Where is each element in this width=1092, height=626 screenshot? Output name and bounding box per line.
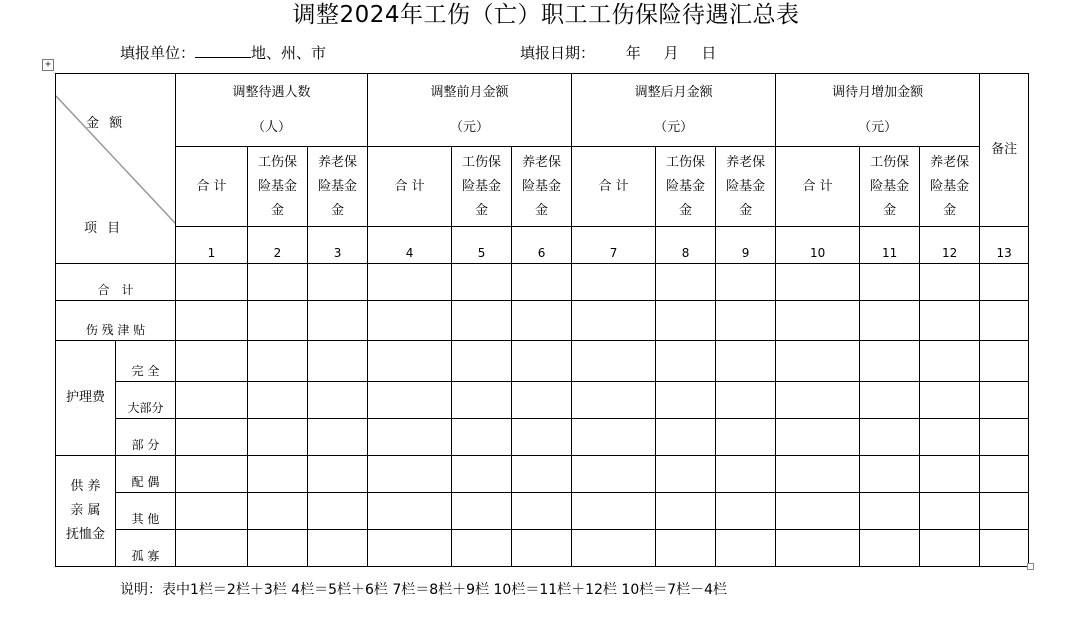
data-cell[interactable] bbox=[920, 341, 980, 382]
group-header-after-amount: 调整后月金额 （元） bbox=[572, 74, 776, 147]
data-cell[interactable] bbox=[572, 301, 656, 341]
corner-cell bbox=[56, 74, 176, 264]
data-cell[interactable] bbox=[860, 530, 920, 567]
data-cell[interactable] bbox=[980, 530, 1029, 567]
data-cell[interactable] bbox=[716, 264, 776, 301]
data-cell[interactable] bbox=[920, 382, 980, 419]
summary-table bbox=[55, 73, 1029, 567]
data-cell[interactable] bbox=[920, 530, 980, 567]
data-cell[interactable] bbox=[452, 530, 512, 567]
data-cell[interactable] bbox=[716, 456, 776, 493]
data-cell[interactable] bbox=[248, 419, 308, 456]
table-row-nursing-part bbox=[56, 419, 1029, 456]
data-cell[interactable] bbox=[248, 456, 308, 493]
reporting-unit-line bbox=[120, 42, 326, 64]
data-cell[interactable] bbox=[368, 264, 452, 301]
data-cell[interactable] bbox=[920, 301, 980, 341]
data-cell[interactable] bbox=[452, 493, 512, 530]
table-move-handle-icon[interactable]: + bbox=[42, 59, 54, 71]
data-cell[interactable] bbox=[452, 419, 512, 456]
row-label-nursing-full: 完 全 bbox=[116, 341, 176, 382]
data-cell[interactable] bbox=[176, 493, 248, 530]
subheader-injury-fund: 工伤保 险基金 金 bbox=[248, 147, 308, 227]
data-cell[interactable] bbox=[920, 456, 980, 493]
table-row-dependent-spouse bbox=[56, 456, 1029, 493]
table-row-nursing-full bbox=[56, 341, 1029, 382]
data-cell[interactable] bbox=[512, 382, 572, 419]
data-cell[interactable] bbox=[716, 419, 776, 456]
data-cell[interactable] bbox=[572, 419, 656, 456]
data-cell[interactable] bbox=[656, 264, 716, 301]
data-cell[interactable] bbox=[452, 301, 512, 341]
reporting-unit-label: 填报单位： bbox=[120, 44, 196, 62]
data-cell[interactable] bbox=[248, 301, 308, 341]
data-cell[interactable] bbox=[776, 264, 860, 301]
data-cell[interactable] bbox=[656, 456, 716, 493]
data-cell[interactable] bbox=[920, 264, 980, 301]
data-cell[interactable] bbox=[512, 264, 572, 301]
data-cell[interactable] bbox=[860, 301, 920, 341]
data-cell[interactable] bbox=[368, 530, 452, 567]
data-cell[interactable] bbox=[656, 382, 716, 419]
data-cell[interactable] bbox=[860, 341, 920, 382]
data-cell[interactable] bbox=[656, 530, 716, 567]
row-label-disability: 伤 残 津 贴 bbox=[56, 301, 176, 341]
data-cell[interactable] bbox=[572, 382, 656, 419]
reporting-date-label: 填报日期： bbox=[520, 44, 596, 62]
data-cell[interactable] bbox=[980, 493, 1029, 530]
table-row-total bbox=[56, 264, 1029, 301]
data-cell[interactable] bbox=[656, 341, 716, 382]
data-cell[interactable] bbox=[656, 301, 716, 341]
data-cell[interactable] bbox=[860, 456, 920, 493]
data-cell[interactable] bbox=[656, 419, 716, 456]
page-title: 调整2024年工伤（亡）职工工伤保险待遇汇总表 bbox=[292, 2, 800, 28]
data-cell[interactable] bbox=[716, 341, 776, 382]
data-cell[interactable] bbox=[572, 530, 656, 567]
data-cell[interactable] bbox=[248, 530, 308, 567]
table-row-dependent-other bbox=[56, 493, 1029, 530]
year-label: 年 bbox=[625, 44, 641, 62]
subheader-injury-fund: 工伤保 险基金 金 bbox=[860, 147, 920, 227]
col-number: 7 bbox=[572, 227, 656, 264]
data-cell[interactable] bbox=[308, 419, 368, 456]
data-cell[interactable] bbox=[920, 493, 980, 530]
data-cell[interactable] bbox=[776, 456, 860, 493]
data-cell[interactable] bbox=[248, 493, 308, 530]
data-cell[interactable] bbox=[368, 341, 452, 382]
month-label: 月 bbox=[663, 44, 679, 62]
data-cell[interactable] bbox=[308, 301, 368, 341]
data-cell[interactable] bbox=[776, 301, 860, 341]
table-row-disability bbox=[56, 301, 1029, 341]
col-number: 9 bbox=[716, 227, 776, 264]
data-cell[interactable] bbox=[176, 341, 248, 382]
data-cell[interactable] bbox=[512, 493, 572, 530]
subheader-pension-fund: 养老保 险基金 金 bbox=[716, 147, 776, 227]
data-cell[interactable] bbox=[308, 341, 368, 382]
data-cell[interactable] bbox=[512, 301, 572, 341]
subheader-pension-fund: 养老保 险基金 金 bbox=[512, 147, 572, 227]
data-cell[interactable] bbox=[776, 382, 860, 419]
col-number: 11 bbox=[860, 227, 920, 264]
data-cell[interactable] bbox=[176, 530, 248, 567]
row-label-dep-spouse: 配 偶 bbox=[116, 456, 176, 493]
data-cell[interactable] bbox=[248, 341, 308, 382]
col-number: 3 bbox=[308, 227, 368, 264]
subheader-total: 合 计 bbox=[776, 147, 860, 227]
data-cell[interactable] bbox=[308, 493, 368, 530]
data-cell[interactable] bbox=[776, 493, 860, 530]
row-label-nursing: 护理费 bbox=[56, 341, 116, 456]
data-cell[interactable] bbox=[716, 301, 776, 341]
data-cell[interactable] bbox=[776, 530, 860, 567]
data-cell[interactable] bbox=[980, 382, 1029, 419]
subheader-total: 合 计 bbox=[368, 147, 452, 227]
row-label-dep-other: 其 他 bbox=[116, 493, 176, 530]
group-header-increase-amount: 调待月增加金额 （元） bbox=[776, 74, 980, 147]
data-cell[interactable] bbox=[716, 493, 776, 530]
table-row-dependent-orphan bbox=[56, 530, 1029, 567]
data-cell[interactable] bbox=[860, 419, 920, 456]
data-cell[interactable] bbox=[176, 264, 248, 301]
data-cell[interactable] bbox=[248, 382, 308, 419]
data-cell[interactable] bbox=[512, 341, 572, 382]
data-cell[interactable] bbox=[572, 341, 656, 382]
data-cell[interactable] bbox=[452, 341, 512, 382]
table-note: 说明：表中1栏＝2栏＋3栏 4栏＝5栏＋6栏 7栏＝8栏＋9栏 10栏＝11栏＋12栏 10栏＝7栏－4栏 bbox=[120, 582, 728, 598]
data-cell[interactable] bbox=[308, 530, 368, 567]
data-cell[interactable] bbox=[452, 264, 512, 301]
data-cell[interactable] bbox=[368, 301, 452, 341]
data-cell[interactable] bbox=[452, 456, 512, 493]
data-cell[interactable] bbox=[176, 419, 248, 456]
col-number: 13 bbox=[980, 227, 1029, 264]
row-label-total: 合 计 bbox=[56, 264, 176, 301]
day-label: 日 bbox=[701, 44, 717, 62]
reporting-unit-suffix: 地、州、市 bbox=[251, 44, 327, 62]
data-cell[interactable] bbox=[716, 382, 776, 419]
data-cell[interactable] bbox=[452, 382, 512, 419]
data-cell[interactable] bbox=[656, 493, 716, 530]
row-label-nursing-part: 部 分 bbox=[116, 419, 176, 456]
data-cell[interactable] bbox=[308, 456, 368, 493]
remark-header: 备注 bbox=[980, 74, 1029, 227]
col-number: 10 bbox=[776, 227, 860, 264]
reporting-unit-blank[interactable] bbox=[195, 43, 251, 58]
data-cell[interactable] bbox=[512, 456, 572, 493]
col-number: 4 bbox=[368, 227, 452, 264]
row-label-dependents: 供 养 亲 属 抚恤金 bbox=[56, 456, 116, 567]
corner-item-label: 项 目 bbox=[84, 221, 124, 236]
col-number: 12 bbox=[920, 227, 980, 264]
data-cell[interactable] bbox=[368, 419, 452, 456]
data-cell[interactable] bbox=[512, 419, 572, 456]
column-number-row bbox=[56, 227, 1029, 264]
table-row-nursing-most bbox=[56, 382, 1029, 419]
data-cell[interactable] bbox=[572, 264, 656, 301]
data-cell[interactable] bbox=[860, 264, 920, 301]
data-cell[interactable] bbox=[980, 264, 1029, 301]
data-cell[interactable] bbox=[980, 456, 1029, 493]
col-number: 5 bbox=[452, 227, 512, 264]
data-cell[interactable] bbox=[176, 382, 248, 419]
subheader-total: 合 计 bbox=[572, 147, 656, 227]
data-cell[interactable] bbox=[368, 493, 452, 530]
data-cell[interactable] bbox=[716, 530, 776, 567]
row-label-dep-orphan: 孤 寡 bbox=[116, 530, 176, 567]
subheader-pension-fund: 养老保 险基金 金 bbox=[920, 147, 980, 227]
data-cell[interactable] bbox=[980, 341, 1029, 382]
corner-amount-label: 金 额 bbox=[86, 116, 126, 131]
data-cell[interactable] bbox=[860, 493, 920, 530]
col-number: 1 bbox=[176, 227, 248, 264]
data-cell[interactable] bbox=[980, 301, 1029, 341]
data-cell[interactable] bbox=[572, 493, 656, 530]
col-number: 2 bbox=[248, 227, 308, 264]
data-cell[interactable] bbox=[308, 382, 368, 419]
data-cell[interactable] bbox=[176, 301, 248, 341]
col-number: 6 bbox=[512, 227, 572, 264]
data-cell[interactable] bbox=[368, 456, 452, 493]
data-cell[interactable] bbox=[860, 382, 920, 419]
data-cell[interactable] bbox=[368, 382, 452, 419]
data-cell[interactable] bbox=[776, 341, 860, 382]
subheader-total: 合 计 bbox=[176, 147, 248, 227]
reporting-date-line bbox=[520, 42, 716, 64]
subheader-pension-fund: 养老保 险基金 金 bbox=[308, 147, 368, 227]
subheader-injury-fund: 工伤保 险基金 金 bbox=[452, 147, 512, 227]
group-header-before-amount: 调整前月金额 （元） bbox=[368, 74, 572, 147]
data-cell[interactable] bbox=[248, 264, 308, 301]
data-cell[interactable] bbox=[308, 264, 368, 301]
group-header-headcount: 调整待遇人数 （人） bbox=[176, 74, 368, 147]
data-cell[interactable] bbox=[920, 419, 980, 456]
data-cell[interactable] bbox=[776, 419, 860, 456]
data-cell[interactable] bbox=[176, 456, 248, 493]
table-resize-handle-icon[interactable] bbox=[1027, 563, 1034, 570]
subheader-injury-fund: 工伤保 险基金 金 bbox=[656, 147, 716, 227]
data-cell[interactable] bbox=[512, 530, 572, 567]
data-cell[interactable] bbox=[980, 419, 1029, 456]
data-cell[interactable] bbox=[572, 456, 656, 493]
col-number: 8 bbox=[656, 227, 716, 264]
row-label-nursing-most: 大部分 bbox=[116, 382, 176, 419]
